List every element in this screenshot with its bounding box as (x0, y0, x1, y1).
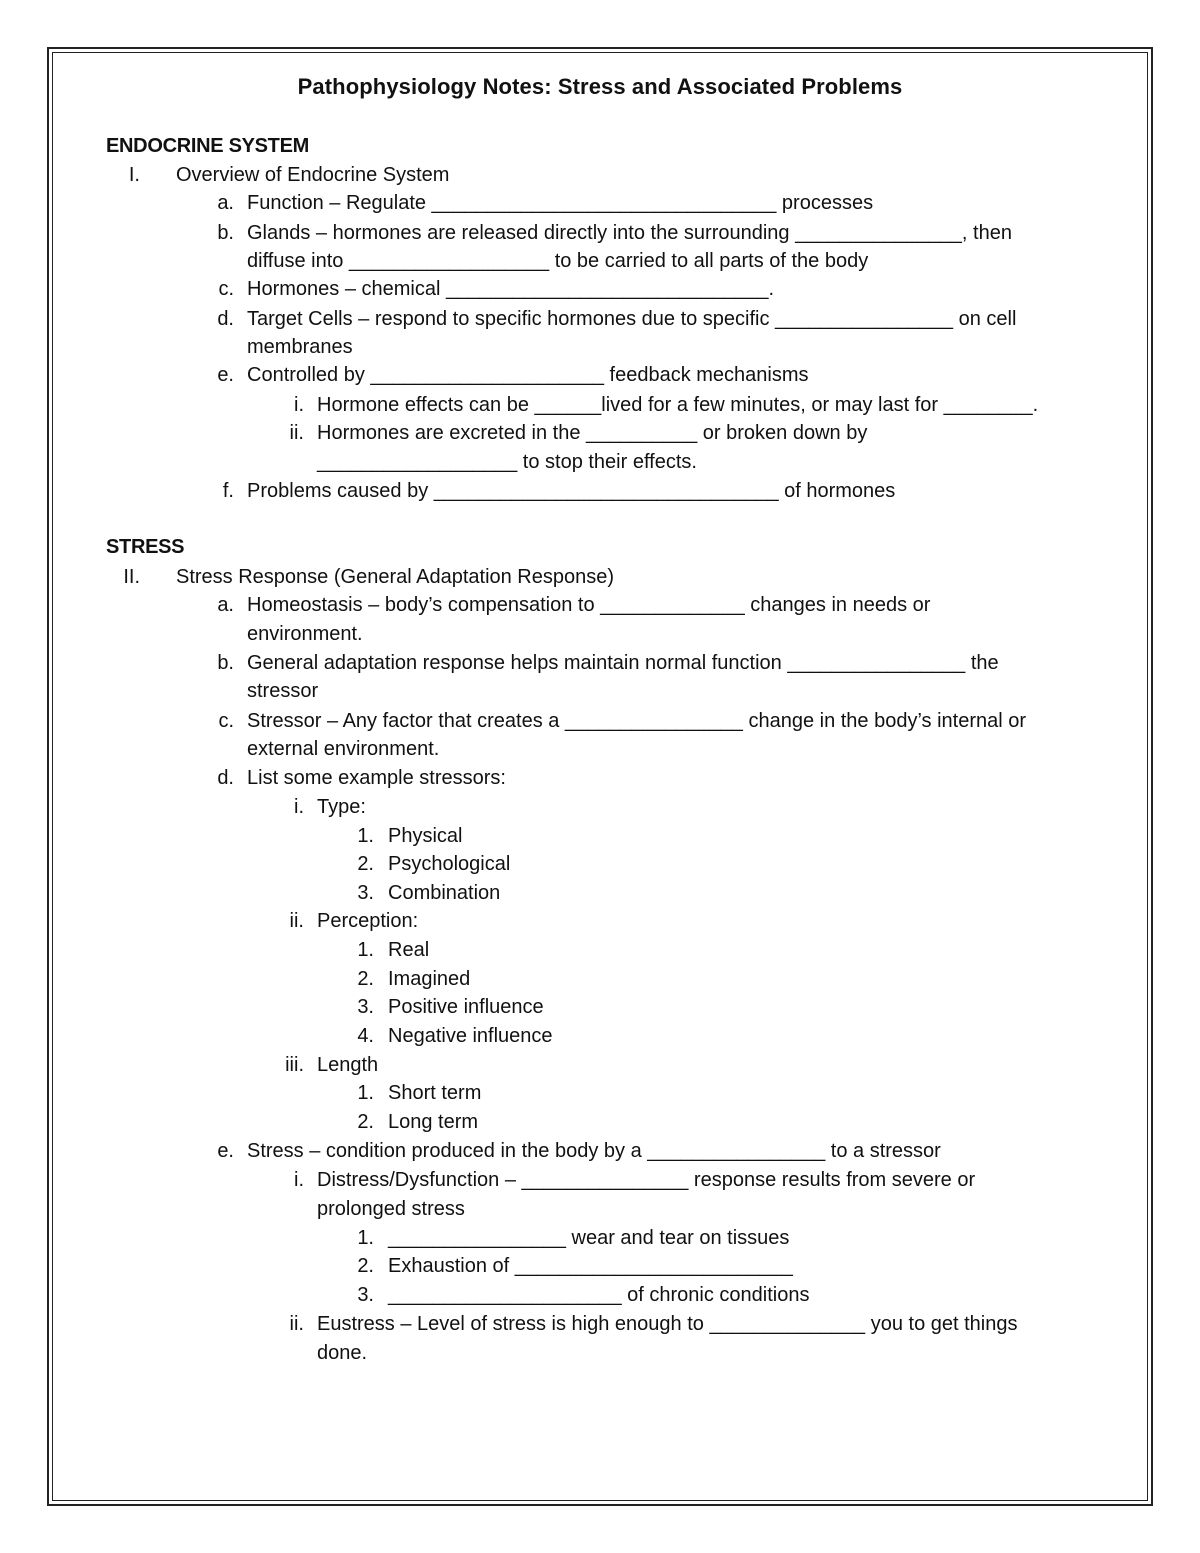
outline-label-num: 3. (357, 996, 374, 1018)
outline-label-stress-c: c. (218, 710, 234, 732)
section-heading-stress: STRESS (106, 536, 185, 558)
outline-label-num: 4. (357, 1025, 374, 1047)
list-item-positive-influence: Positive influence (388, 996, 544, 1018)
outline-item-glands-cont: diffuse into __________________ to be carried to all parts of the body (247, 250, 869, 272)
outline-item-perception: Perception: (317, 910, 419, 932)
outline-label-num: 1. (357, 1082, 374, 1104)
outline-item-general-adaptation-cont: stressor (247, 680, 319, 702)
outline-item-problems: Problems caused by _______________________________ of hormones (247, 480, 896, 502)
outline-label-e-ii: ii. (289, 422, 304, 444)
list-item-psychological: Psychological (388, 853, 511, 875)
list-item-long-term: Long term (388, 1111, 479, 1133)
outline-label-num: 1. (357, 825, 374, 847)
outline-label-e: e. (217, 364, 234, 386)
outline-label-num: 2. (357, 1255, 374, 1277)
list-item-exhaustion: Exhaustion of _________________________ (388, 1255, 793, 1277)
outline-item-distress: Distress/Dysfunction – _______________ response results from severe or (317, 1169, 976, 1191)
document-title: Pathophysiology Notes: Stress and Associated Problems (297, 74, 903, 99)
outline-label-num: 3. (357, 882, 374, 904)
outline-label-stress-e: e. (217, 1140, 234, 1162)
list-item-short-term: Short term (388, 1082, 482, 1104)
outline-item-target-cells: Target Cells – respond to specific hormones due to specific ________________ on cell (247, 308, 1017, 330)
outline-item-example-stressors: List some example stressors: (247, 767, 506, 789)
outline-label-stress-b: b. (217, 652, 234, 674)
outline-label-stress-a: a. (217, 594, 234, 616)
outline-item-homeostasis: Homeostasis – body’s compensation to _____________ changes in needs or (247, 594, 931, 616)
outline-item-homeostasis-cont: environment. (247, 623, 363, 645)
outline-item-hormone-effects: Hormone effects can be ______lived for a few minutes, or may last for ________. (317, 394, 1039, 416)
outline-label-num: 2. (357, 853, 374, 875)
outline-label-e-i: i. (294, 394, 304, 416)
outline-item-eustress: Eustress – Level of stress is high enough to ______________ you to get things (317, 1313, 1018, 1335)
outline-label-e-ii: ii. (289, 1313, 304, 1335)
outline-item-glands: Glands – hormones are released directly into the surrounding _______________, then (247, 222, 1012, 244)
outline-item-distress-cont: prolonged stress (317, 1198, 465, 1220)
outline-label-num: 3. (357, 1284, 374, 1306)
outline-label-num: 2. (357, 1111, 374, 1133)
outline-label-roman-2: II. (123, 566, 140, 588)
outline-label-a: a. (217, 192, 234, 214)
list-item-negative-influence: Negative influence (388, 1025, 553, 1047)
outline-label-e-i: i. (294, 1169, 304, 1191)
outline-item-target-cells-cont: membranes (247, 336, 353, 358)
outline-item-function: Function – Regulate _______________________________ processes (247, 192, 874, 214)
outline-label-num: 1. (357, 1227, 374, 1249)
list-item-combination: Combination (388, 882, 501, 904)
outline-item-hormones-excreted: Hormones are excreted in the __________ or broken down by (317, 422, 868, 444)
outline-label-roman-1: I. (128, 164, 140, 186)
outline-label-d-i: i. (294, 796, 304, 818)
outline-label-d-iii: iii. (285, 1054, 304, 1076)
outline-label-f: f. (222, 480, 234, 502)
list-item-physical: Physical (388, 825, 463, 847)
outline-label-num: 1. (357, 939, 374, 961)
outline-item-general-adaptation: General adaptation response helps maintain normal function ________________ the (247, 652, 999, 674)
outline-item-hormones: Hormones – chemical _____________________________. (247, 278, 775, 300)
outline-item-length: Length (317, 1054, 379, 1076)
outline-label-num: 2. (357, 968, 374, 990)
outline-label-stress-d: d. (217, 767, 234, 789)
outline-item-hormones-excreted-cont: __________________ to stop their effects. (317, 451, 697, 473)
list-item-real: Real (388, 939, 430, 961)
section-heading-endocrine: ENDOCRINE SYSTEM (106, 135, 310, 157)
outline-item-stressor: Stressor – Any factor that creates a ________________ change in the body’s internal or (247, 710, 1027, 732)
outline-item-eustress-cont: done. (317, 1342, 368, 1364)
outline-label-b: b. (217, 222, 234, 244)
outline-item-stress-response: Stress Response (General Adaptation Response) (176, 566, 615, 588)
outline-label-d-ii: ii. (289, 910, 304, 932)
outline-item-stress-condition: Stress – condition produced in the body by a ________________ to a stressor (247, 1140, 941, 1162)
outline-label-d: d. (217, 308, 234, 330)
outline-item-type: Type: (317, 796, 366, 818)
list-item-wear-and-tear: ________________ wear and tear on tissues (388, 1227, 790, 1249)
outline-item-overview: Overview of Endocrine System (176, 164, 450, 186)
outline-label-c: c. (218, 278, 234, 300)
outline-item-stressor-cont: external environment. (247, 738, 440, 760)
list-item-imagined: Imagined (388, 968, 471, 990)
list-item-chronic-conditions: _____________________ of chronic conditions (388, 1284, 810, 1306)
outline-item-controlled-by: Controlled by _____________________ feedback mechanisms (247, 364, 809, 386)
